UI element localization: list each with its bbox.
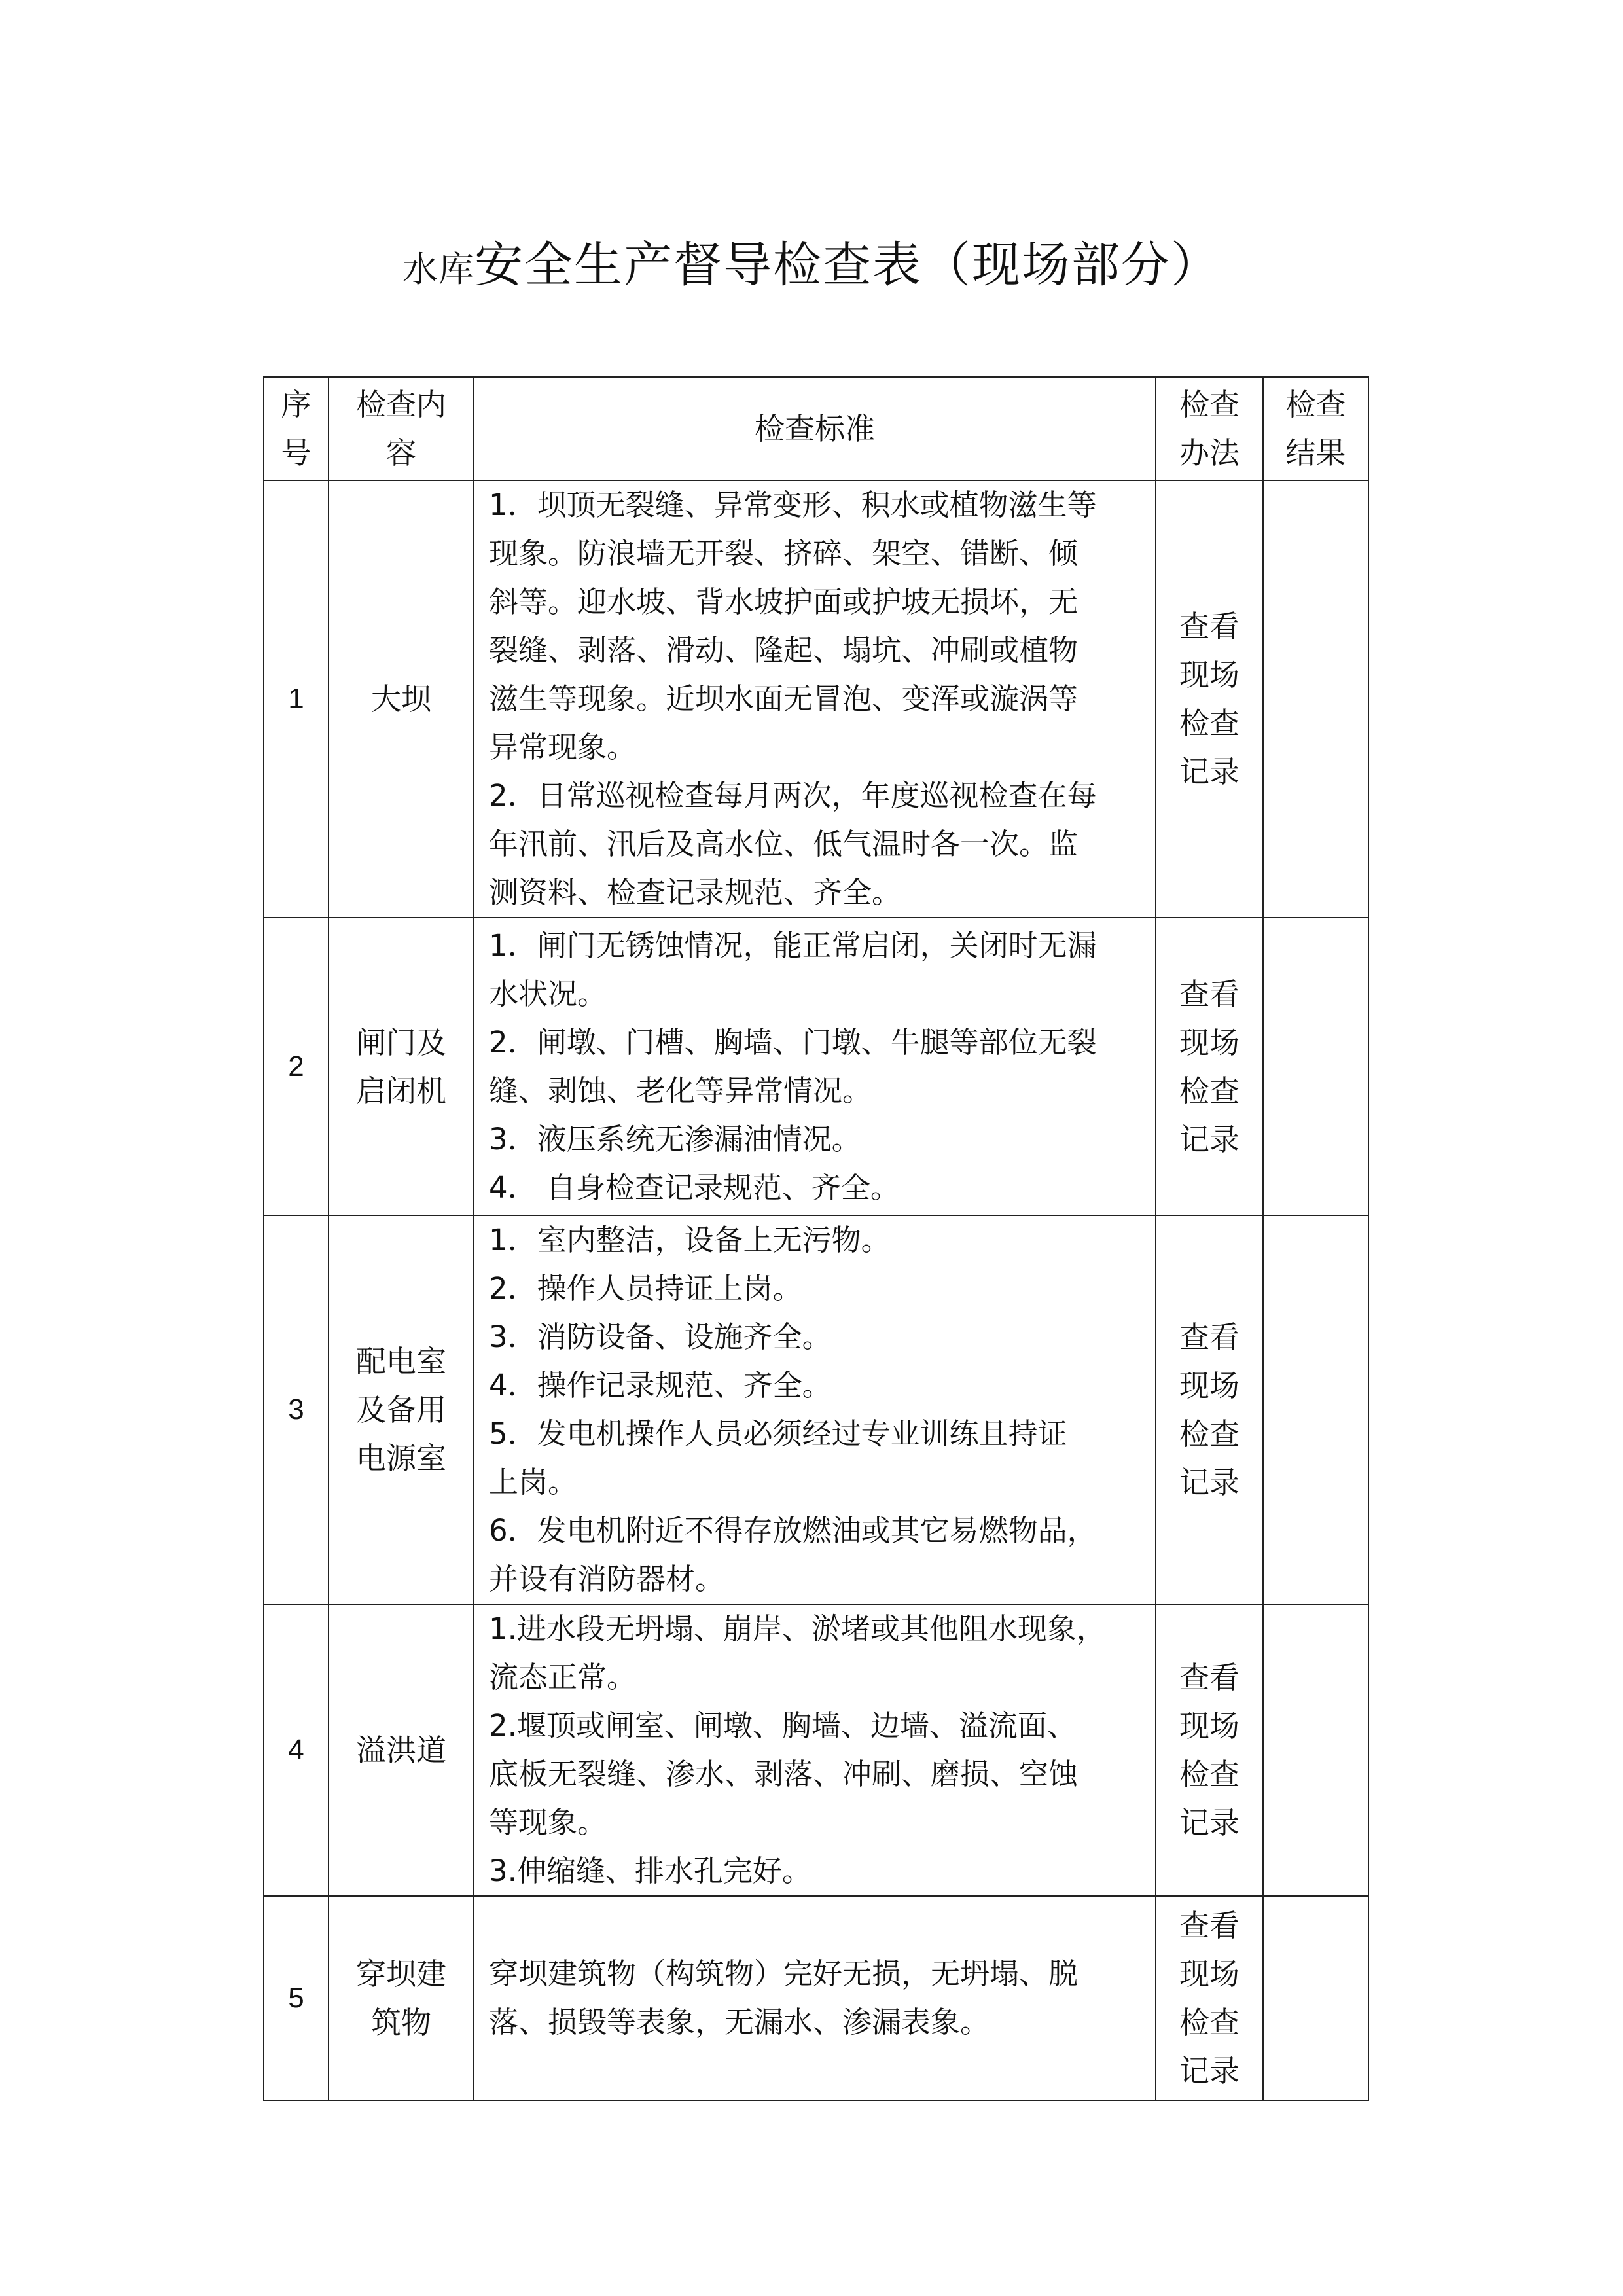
row-number: 3 <box>264 1215 329 1604</box>
title-prefix: 水库 <box>402 249 474 290</box>
row-standard: 穿坝建筑物（构筑物）完好无损，无坍塌、脱 落、损毁等表象，无漏水、渗漏表象。 <box>474 1896 1156 2100</box>
row-item: 配电室 及备用 电源室 <box>329 1215 474 1604</box>
row-method: 查看 现场 检查 记录 <box>1156 1215 1263 1604</box>
row-number: 4 <box>264 1604 329 1896</box>
row-result-cell[interactable] <box>1263 1215 1368 1604</box>
row-number: 5 <box>264 1896 329 2100</box>
row-result-cell[interactable] <box>1263 1896 1368 2100</box>
row-standard: 1．坝顶无裂缝、异常变形、积水或植物滋生等 现象。防浪墙无开裂、挤碎、架空、错断、倾 斜等。迎水坡、背水坡护面或护坡无损坏，无 裂缝、剥落、滑动、隆起、塌坑、冲刷或植物 滋生等现象。近坝水面无冒泡、变浑或漩涡等 异常现象。 2．日常巡视检查每月两次，年度巡视检查在每 年汛前、汛后及高水位、低气温时各一次。监 测资料、检查记录规范、齐全。 <box>474 480 1156 918</box>
row-method: 查看 现场 检查 记录 <box>1156 1604 1263 1896</box>
header-no: 序 号 <box>264 377 329 480</box>
row-method: 查看 现场 检查 记录 <box>1156 1896 1263 2100</box>
row-method: 查看 现场 检查 记录 <box>1156 480 1263 918</box>
page-title <box>0 232 1623 302</box>
table-row <box>264 480 1368 918</box>
row-item: 溢洪道 <box>329 1604 474 1896</box>
table-row <box>264 918 1368 1215</box>
header-item: 检查内 容 <box>329 377 474 480</box>
header-method: 检查 办法 <box>1156 377 1263 480</box>
title-main: 安全生产督导检查表（现场部分） <box>474 237 1221 293</box>
row-standard: 1．室内整洁，设备上无污物。 2．操作人员持证上岗。 3．消防设备、设施齐全。 4．操作记录规范、齐全。 5．发电机操作人员必须经过专业训练且持证 上岗。 6．发电机附近不得存放燃油或其它易燃物品， 并设有消防器材。 <box>474 1215 1156 1604</box>
inspection-table <box>263 376 1369 2101</box>
row-number: 1 <box>264 480 329 918</box>
header-standard: 检查标准 <box>474 377 1156 480</box>
row-item: 闸门及 启闭机 <box>329 918 474 1215</box>
table-header-row <box>264 377 1368 480</box>
row-number: 2 <box>264 918 329 1215</box>
row-result-cell[interactable] <box>1263 918 1368 1215</box>
row-result-cell[interactable] <box>1263 480 1368 918</box>
row-standard: 1．闸门无锈蚀情况，能正常启闭，关闭时无漏 水状况。 2．闸墩、门槽、胸墙、门墩、牛腿等部位无裂 缝、剥蚀、老化等异常情况。 3．液压系统无渗漏油情况。 4． 自身检查记录规范、齐全。 <box>474 918 1156 1215</box>
table-row <box>264 1215 1368 1604</box>
row-item: 穿坝建 筑物 <box>329 1896 474 2100</box>
header-result: 检查 结果 <box>1263 377 1368 480</box>
table-row <box>264 1604 1368 1896</box>
table-row <box>264 1896 1368 2100</box>
row-result-cell[interactable] <box>1263 1604 1368 1896</box>
row-item: 大坝 <box>329 480 474 918</box>
row-method: 查看 现场 检查 记录 <box>1156 918 1263 1215</box>
row-standard: 1.进水段无坍塌、崩岸、淤堵或其他阻水现象， 流态正常。 2.堰顶或闸室、闸墩、胸墙、边墙、溢流面、 底板无裂缝、渗水、剥落、冲刷、磨损、空蚀 等现象。 3.伸缩缝、排水孔完好。 <box>474 1604 1156 1896</box>
